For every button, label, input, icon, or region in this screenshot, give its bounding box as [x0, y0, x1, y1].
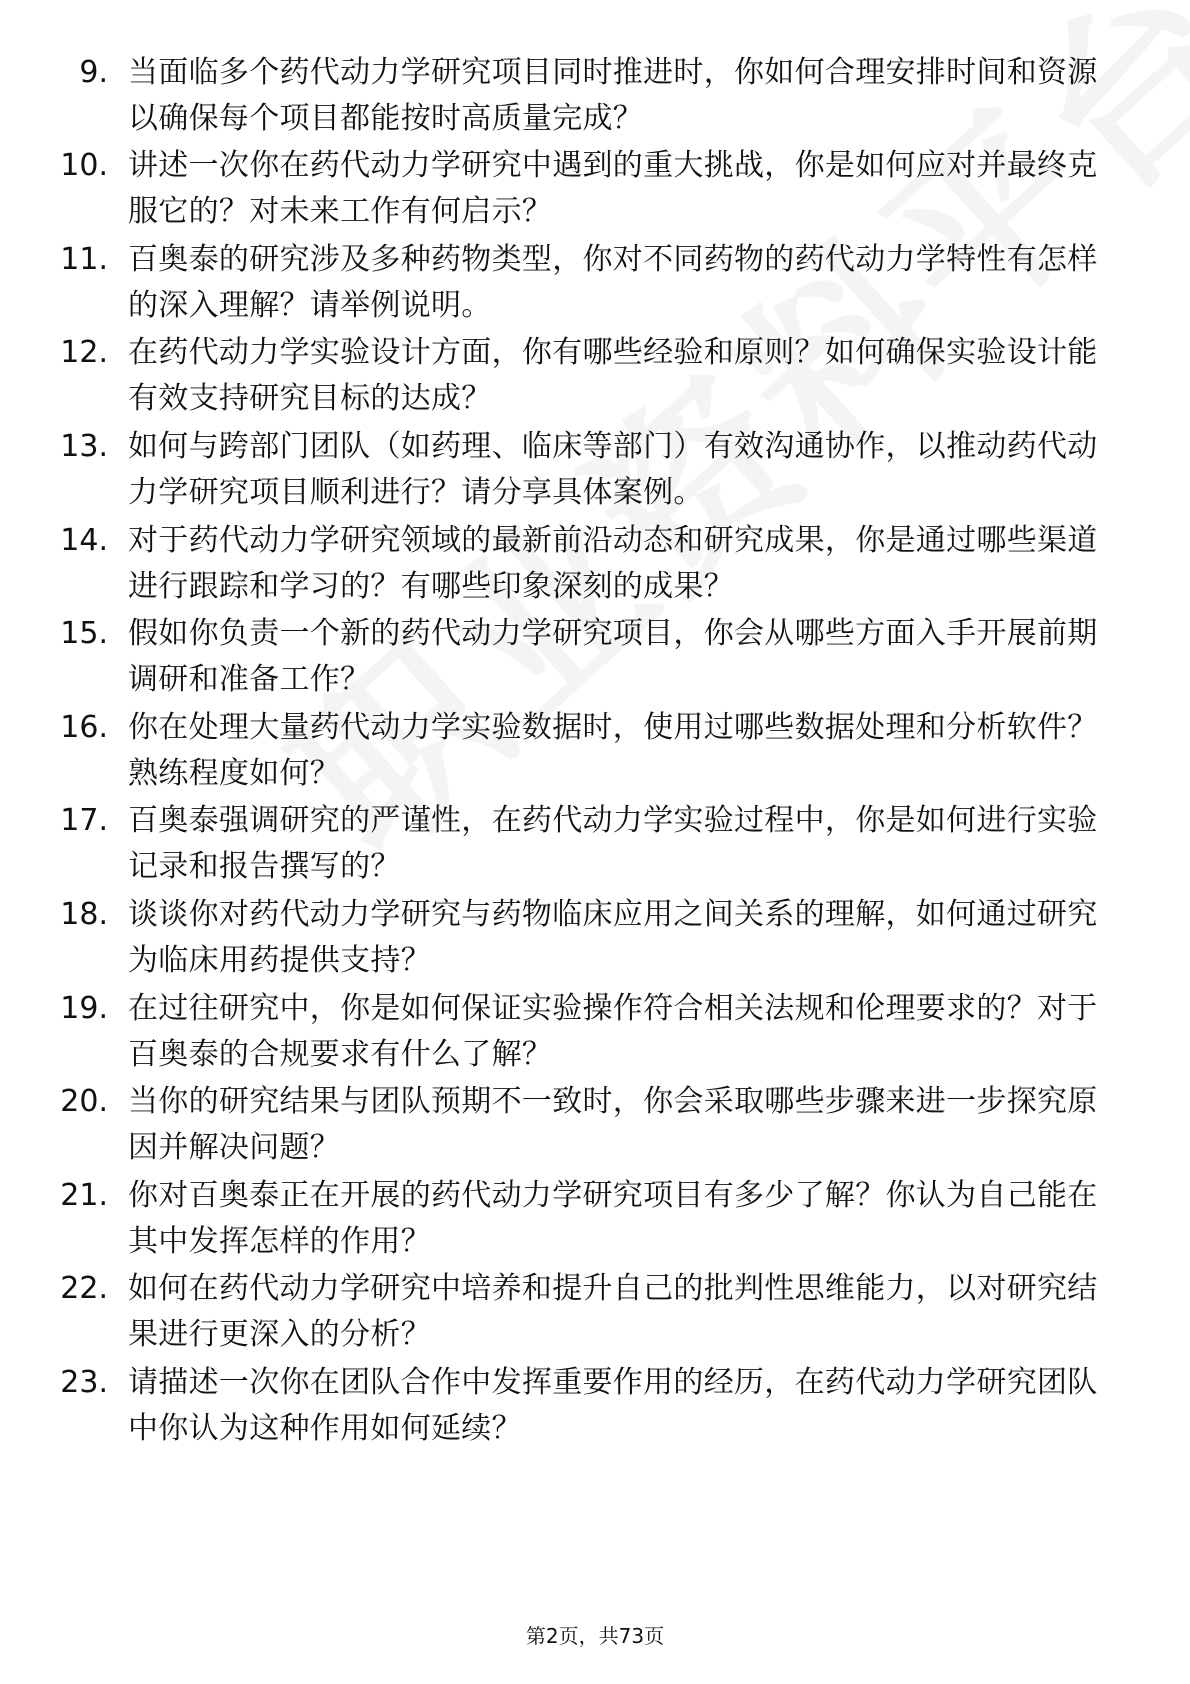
question-item [0, 424, 1190, 514]
question-item [0, 1266, 1190, 1356]
question-item [0, 705, 1190, 795]
question-item [0, 50, 1190, 140]
question-item [0, 986, 1190, 1076]
question-number: 10. [60, 148, 108, 183]
question-text: 请描述一次你在团队合作中发挥重要作用的经历，在药代动力学研究团队中你认为这种作用如何延续？ [128, 1365, 1098, 1446]
question-number: 15. [60, 616, 108, 651]
question-text: 如何与跨部门团队（如药理、临床等部门）有效沟通协作，以推动药代动力学研究项目顺利进行？请分享具体案例。 [128, 429, 1098, 510]
question-number: 9. [79, 55, 108, 90]
question-text: 当你的研究结果与团队预期不一致时，你会采取哪些步骤来进一步探究原因并解决问题？ [128, 1084, 1098, 1165]
question-text: 你在处理大量药代动力学实验数据时，使用过哪些数据处理和分析软件？熟练程度如何？ [128, 710, 1098, 791]
question-item [0, 237, 1190, 327]
question-text: 假如你负责一个新的药代动力学研究项目，你会从哪些方面入手开展前期调研和准备工作？ [128, 616, 1098, 697]
question-number: 11. [60, 242, 108, 277]
question-text: 在过往研究中，你是如何保证实验操作符合相关法规和伦理要求的？对于百奥泰的合规要求有什么了解？ [128, 991, 1098, 1072]
page-number-label: 第2页，共73页 [525, 1624, 665, 1648]
question-text: 谈谈你对药代动力学研究与药物临床应用之间关系的理解，如何通过研究为临床用药提供支持？ [128, 897, 1098, 978]
question-number: 17. [60, 803, 108, 838]
question-text: 你对百奥泰正在开展的药代动力学研究项目有多少了解？你认为自己能在其中发挥怎样的作用？ [128, 1178, 1098, 1259]
question-number: 13. [60, 429, 108, 464]
question-number: 22. [60, 1271, 108, 1306]
question-text: 对于药代动力学研究领域的最新前沿动态和研究成果，你是通过哪些渠道进行跟踪和学习的？有哪些印象深刻的成果？ [128, 523, 1098, 604]
question-text: 讲述一次你在药代动力学研究中遇到的重大挑战，你是如何应对并最终克服它的？对未来工作有何启示？ [128, 148, 1098, 229]
question-number: 16. [60, 710, 108, 745]
question-item [0, 1079, 1190, 1169]
question-number: 18. [60, 897, 108, 932]
question-item [0, 143, 1190, 233]
question-number: 19. [60, 991, 108, 1026]
page-footer [0, 1622, 1190, 1650]
question-item [0, 1360, 1190, 1450]
question-text: 如何在药代动力学研究中培养和提升自己的批判性思维能力，以对研究结果进行更深入的分析？ [128, 1271, 1098, 1352]
question-number: 23. [60, 1365, 108, 1400]
question-item [0, 1173, 1190, 1263]
question-text: 百奥泰强调研究的严谨性，在药代动力学实验过程中，你是如何进行实验记录和报告撰写的？ [128, 803, 1098, 884]
question-text: 在药代动力学实验设计方面，你有哪些经验和原则？如何确保实验设计能有效支持研究目标的达成？ [128, 335, 1098, 416]
question-text: 当面临多个药代动力学研究项目同时推进时，你如何合理安排时间和资源以确保每个项目都能按时高质量完成？ [128, 55, 1098, 136]
question-item [0, 892, 1190, 982]
question-item [0, 798, 1190, 888]
question-item [0, 518, 1190, 608]
question-number: 21. [60, 1178, 108, 1213]
question-item [0, 330, 1190, 420]
question-item [0, 611, 1190, 701]
question-number: 14. [60, 523, 108, 558]
question-number: 12. [60, 335, 108, 370]
question-text: 百奥泰的研究涉及多种药物类型，你对不同药物的药代动力学特性有怎样的深入理解？请举例说明。 [128, 242, 1098, 323]
question-number: 20. [60, 1084, 108, 1119]
